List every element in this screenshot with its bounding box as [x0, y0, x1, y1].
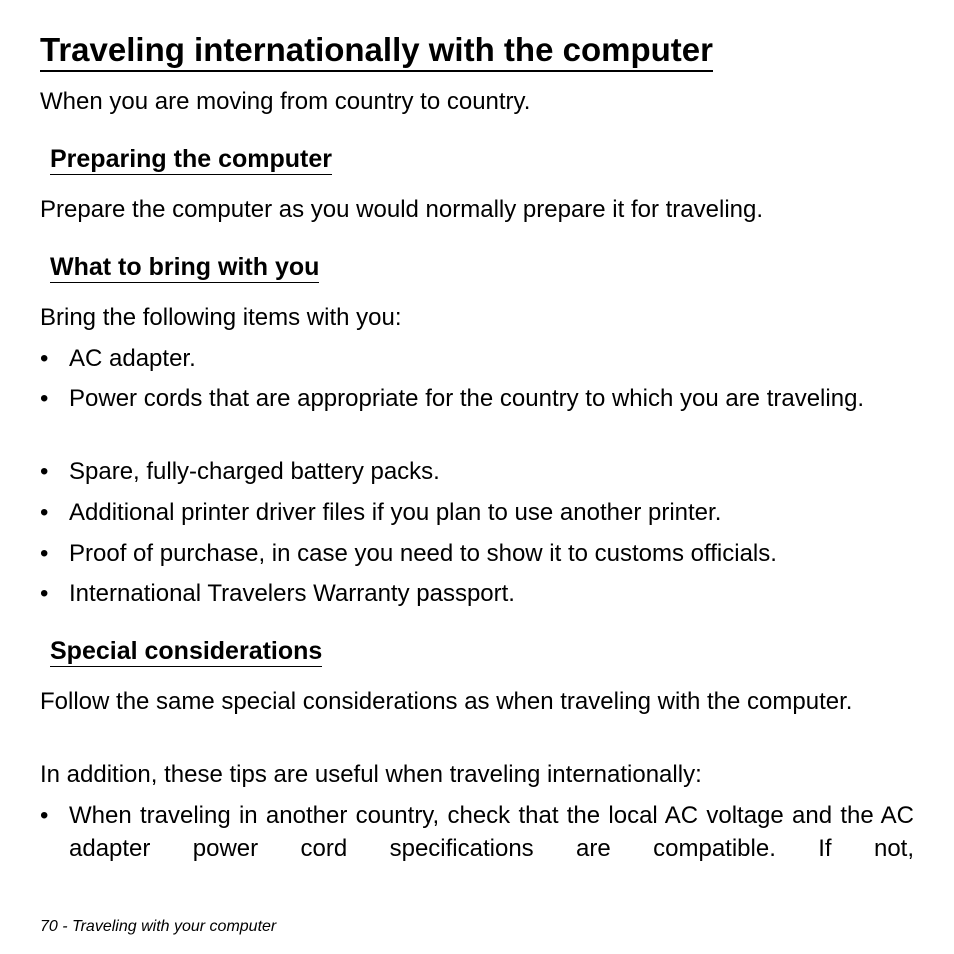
bullet-icon: • — [40, 345, 49, 372]
list-item-text: When traveling in another country, check that the local AC voltage and the AC adapter power cord specifications are compatible. If not, — [69, 802, 914, 862]
list-item-text: Proof of purchase, in case you need to show it to customs officials. — [69, 540, 777, 567]
intro-paragraph: When you are moving from country to country. — [40, 88, 531, 115]
list-item-text: Additional printer driver files if you plan to use another printer. — [69, 499, 722, 526]
bring-intro-paragraph: Bring the following items with you: — [40, 304, 402, 331]
bullet-icon: • — [40, 540, 49, 567]
heading-preparing: Preparing the computer — [50, 145, 332, 173]
special-paragraph-1: Follow the same special considerations as when traveling with the computer. — [40, 688, 853, 715]
special-paragraph-2: In addition, these tips are useful when traveling internationally: — [40, 761, 702, 788]
bullet-icon: • — [40, 499, 49, 526]
bullet-icon: • — [40, 802, 49, 829]
list-item-text: International Travelers Warranty passport. — [69, 580, 515, 607]
bullet-icon: • — [40, 385, 49, 412]
heading-special-considerations: Special considerations — [50, 637, 323, 665]
preparing-paragraph: Prepare the computer as you would normally prepare it for traveling. — [40, 196, 764, 223]
heading-what-to-bring: What to bring with you — [50, 253, 320, 281]
list-item-text: AC adapter. — [69, 345, 196, 372]
bullet-icon: • — [40, 458, 49, 485]
page-title: Traveling internationally with the computer — [40, 30, 713, 72]
list-item-text: Spare, fully-charged battery packs. — [69, 458, 440, 485]
list-item-text: Power cords that are appropriate for the country to which you are traveling. — [69, 385, 865, 412]
bullet-icon: • — [40, 580, 49, 607]
page-footer: 70 - Traveling with your computer — [40, 918, 277, 935]
